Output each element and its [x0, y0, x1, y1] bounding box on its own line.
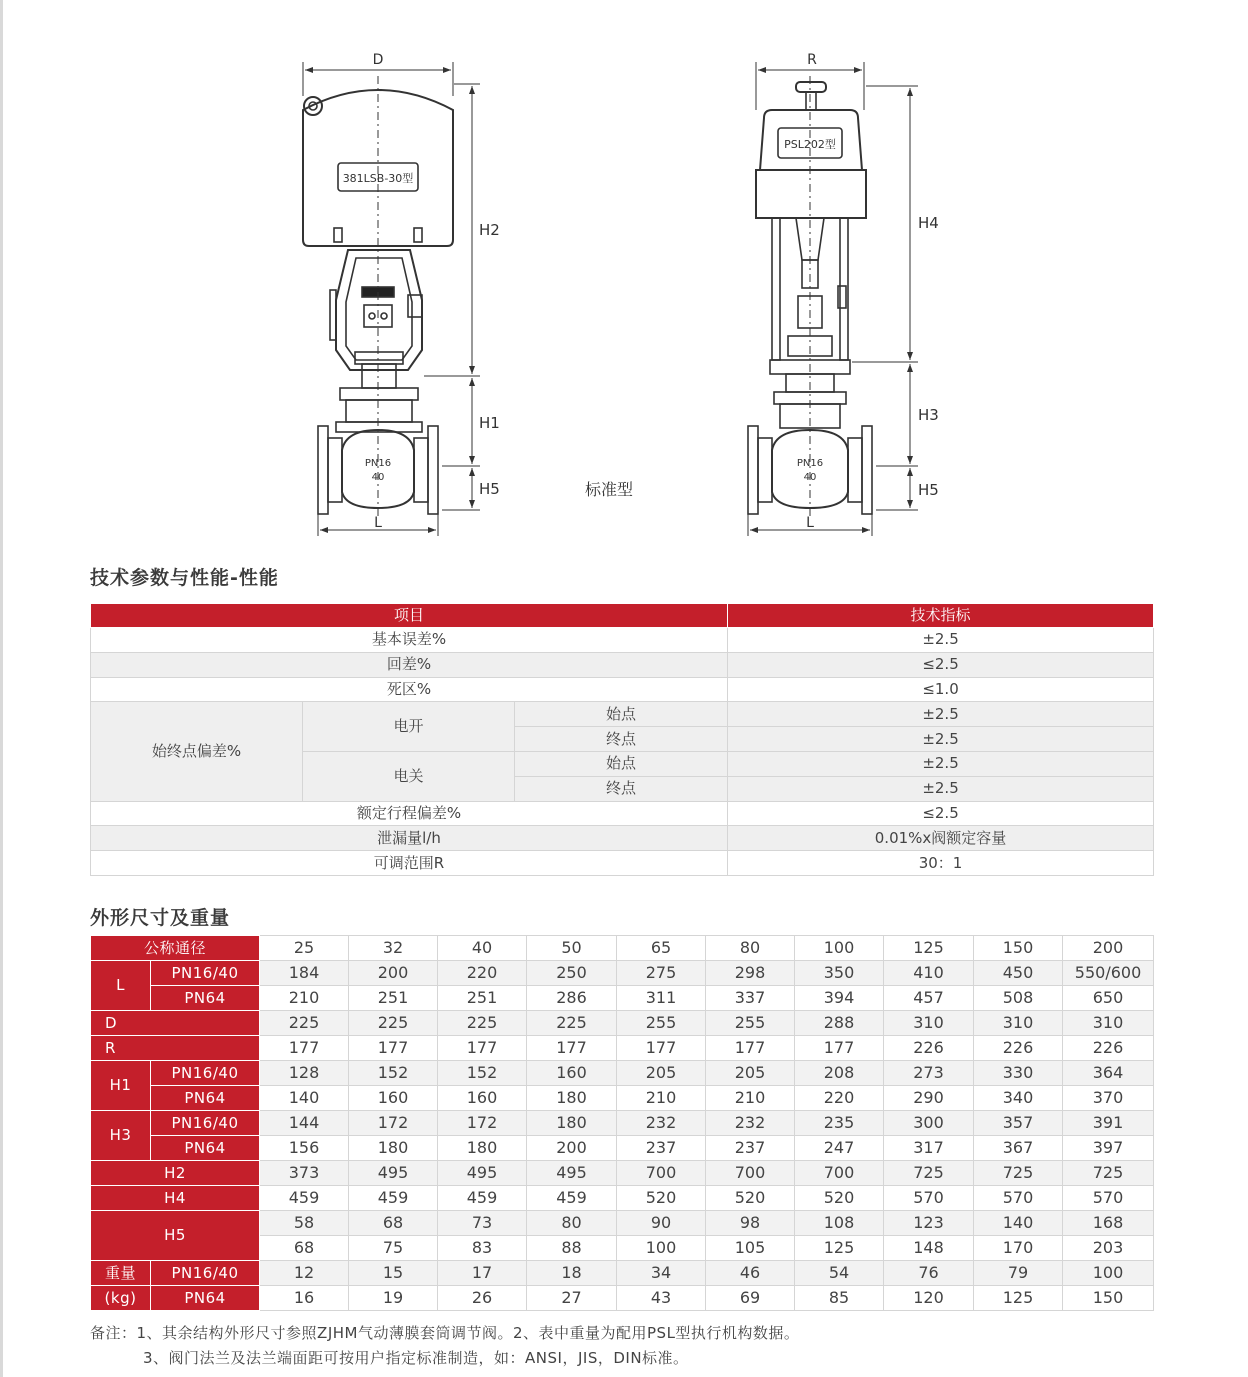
table-cell: 46 [706, 1261, 795, 1286]
table-cell: 184 [260, 961, 349, 986]
table-cell: 235 [795, 1111, 884, 1136]
table-cell: 25 [260, 936, 349, 961]
right-actuator-label: PSL202型 [784, 138, 836, 151]
left-dim-h2: H2 [479, 221, 500, 239]
table-cell: 373 [260, 1161, 349, 1186]
table-cell: 700 [617, 1161, 706, 1186]
table-cell: 250 [527, 961, 617, 986]
table-row [91, 851, 1154, 876]
table-cell: 180 [527, 1111, 617, 1136]
table-cell: 16 [260, 1286, 349, 1311]
table-cell: 85 [795, 1286, 884, 1311]
left-dim-h1: H1 [479, 414, 500, 432]
row-group-label: R [91, 1036, 260, 1061]
table-cell: 220 [438, 961, 527, 986]
table-cell: 203 [1063, 1236, 1154, 1261]
right-dim-h4: H4 [918, 214, 939, 232]
table-row [91, 677, 1154, 702]
left-body-text-2: 40 [371, 472, 385, 483]
row-value: ±2.5 [728, 727, 1154, 752]
left-valve-drawing [303, 62, 480, 536]
table-cell: 177 [260, 1036, 349, 1061]
row-group-label: (kg) [91, 1286, 151, 1311]
table-cell: 226 [884, 1036, 974, 1061]
table-cell: 73 [438, 1211, 527, 1236]
right-dim-h5: H5 [918, 481, 939, 499]
table-cell: 180 [438, 1136, 527, 1161]
row-sub-label: PN64 [151, 1286, 260, 1311]
table-cell: 120 [884, 1286, 974, 1311]
row-value: ≤2.5 [728, 652, 1154, 677]
table-cell: 520 [706, 1186, 795, 1211]
dims-section-title: 外形尺寸及重量 [90, 907, 231, 929]
table-cell: 128 [260, 1061, 349, 1086]
table-cell: 100 [617, 1236, 706, 1261]
table-cell: 200 [527, 1136, 617, 1161]
table-cell: 225 [260, 1011, 349, 1036]
note-line-1: 备注：1、其余结构外形尺寸参照ZJHM气动薄膜套筒调节阀。2、表中重量为配用PSL型执行机构数据。 [90, 1324, 800, 1342]
table-cell: 152 [349, 1061, 438, 1086]
table-cell: 180 [349, 1136, 438, 1161]
table-cell: 275 [617, 961, 706, 986]
table-cell: 26 [438, 1286, 527, 1311]
row-group-label: H5 [91, 1211, 260, 1261]
row-label: 死区% [91, 677, 728, 702]
table-cell: 290 [884, 1086, 974, 1111]
row-value: ±2.5 [728, 751, 1154, 776]
table-cell: 520 [617, 1186, 706, 1211]
table-cell: 177 [527, 1036, 617, 1061]
table-cell: 105 [706, 1236, 795, 1261]
table-cell: 79 [974, 1261, 1063, 1286]
table-cell: 255 [706, 1011, 795, 1036]
valve-drawings [0, 0, 1248, 545]
table-cell: 232 [706, 1111, 795, 1136]
table-cell: 273 [884, 1061, 974, 1086]
table-row [91, 826, 1154, 851]
table-cell: 32 [349, 936, 438, 961]
table-cell: 255 [617, 1011, 706, 1036]
table-cell: 80 [706, 936, 795, 961]
table-cell: 172 [438, 1111, 527, 1136]
row-sub-label: PN64 [151, 1086, 260, 1111]
power-open-label: 电开 [303, 702, 515, 752]
table-cell: 350 [795, 961, 884, 986]
row-sub-label: PN16/40 [151, 1061, 260, 1086]
table-cell: 27 [527, 1286, 617, 1311]
row-sub-label: PN16/40 [151, 961, 260, 986]
dimensions-table [90, 935, 1154, 1311]
table-cell: 160 [527, 1061, 617, 1086]
table-cell: 298 [706, 961, 795, 986]
table-row [91, 1286, 1154, 1311]
table-row [91, 1211, 1154, 1236]
table-cell: 310 [884, 1011, 974, 1036]
table-cell: 205 [706, 1061, 795, 1086]
table-cell: 725 [1063, 1161, 1154, 1186]
table-cell: 247 [795, 1136, 884, 1161]
table-cell: 88 [527, 1236, 617, 1261]
table-cell: 15 [349, 1261, 438, 1286]
table-cell: 251 [349, 986, 438, 1011]
table-cell: 410 [884, 961, 974, 986]
row-group-label: 公称通径 [91, 936, 260, 961]
table-row [91, 1161, 1154, 1186]
table-cell: 150 [1063, 1286, 1154, 1311]
table-cell: 311 [617, 986, 706, 1011]
row-group-label: H1 [91, 1061, 151, 1111]
table-cell: 251 [438, 986, 527, 1011]
table-cell: 288 [795, 1011, 884, 1036]
table-cell: 225 [349, 1011, 438, 1036]
row-group-label: H3 [91, 1111, 151, 1161]
row-value: 0.01%x阀额定容量 [728, 826, 1154, 851]
table-cell: 205 [617, 1061, 706, 1086]
table-cell: 152 [438, 1061, 527, 1086]
table-cell: 570 [884, 1186, 974, 1211]
table-cell: 286 [527, 986, 617, 1011]
note-line-2: 3、阀门法兰及法兰端面距可按用户指定标准制造，如：ANSI，JIS，DIN标准。 [143, 1349, 689, 1367]
table-cell: 140 [974, 1211, 1063, 1236]
table-cell: 177 [795, 1036, 884, 1061]
table-cell: 459 [527, 1186, 617, 1211]
row-label: 泄漏量l/h [91, 826, 728, 851]
table-cell: 397 [1063, 1136, 1154, 1161]
table-row [91, 1261, 1154, 1286]
table-cell: 700 [795, 1161, 884, 1186]
table-cell: 210 [260, 986, 349, 1011]
table-cell: 68 [349, 1211, 438, 1236]
table-cell: 394 [795, 986, 884, 1011]
table-cell: 58 [260, 1211, 349, 1236]
table-cell: 459 [349, 1186, 438, 1211]
row-label: 回差% [91, 652, 728, 677]
table-cell: 330 [974, 1061, 1063, 1086]
table-cell: 225 [438, 1011, 527, 1036]
row-value: ≤2.5 [728, 801, 1154, 826]
table-cell: 160 [438, 1086, 527, 1111]
row-sub-label: PN16/40 [151, 1111, 260, 1136]
table-cell: 68 [260, 1236, 349, 1261]
table-cell: 144 [260, 1111, 349, 1136]
table-cell: 225 [527, 1011, 617, 1036]
table-cell: 300 [884, 1111, 974, 1136]
row-value: ±2.5 [728, 628, 1154, 653]
table-row [91, 652, 1154, 677]
table-cell: 226 [1063, 1036, 1154, 1061]
row-label: 可调范围R [91, 851, 728, 876]
table-cell: 100 [795, 936, 884, 961]
right-body-text-1: PN16 [796, 458, 824, 469]
end-point-label: 终点 [515, 727, 728, 752]
table-cell: 54 [795, 1261, 884, 1286]
right-body-text-2: 40 [803, 472, 817, 483]
right-dim-r: R [807, 52, 817, 68]
table-cell: 317 [884, 1136, 974, 1161]
table-cell: 123 [884, 1211, 974, 1236]
table-cell: 69 [706, 1286, 795, 1311]
table-header-row [91, 604, 1154, 628]
table-cell: 508 [974, 986, 1063, 1011]
end-point-label: 终点 [515, 776, 728, 801]
table-row [91, 1061, 1154, 1086]
right-valve-drawing [748, 62, 918, 536]
table-cell: 160 [349, 1086, 438, 1111]
header-spec: 技术指标 [728, 604, 1154, 628]
table-row [91, 1186, 1154, 1211]
table-cell: 125 [974, 1286, 1063, 1311]
table-cell: 34 [617, 1261, 706, 1286]
table-cell: 43 [617, 1286, 706, 1311]
standard-type-label: 标准型 [585, 480, 634, 499]
table-row [91, 1086, 1154, 1111]
row-group-label: 重量 [91, 1261, 151, 1286]
table-row [91, 1136, 1154, 1161]
start-point-label: 始点 [515, 751, 728, 776]
table-cell: 19 [349, 1286, 438, 1311]
table-row [91, 936, 1154, 961]
table-cell: 200 [349, 961, 438, 986]
row-group-label: H2 [91, 1161, 260, 1186]
row-value: ±2.5 [728, 702, 1154, 727]
table-cell: 65 [617, 936, 706, 961]
table-cell: 310 [1063, 1011, 1154, 1036]
table-cell: 98 [706, 1211, 795, 1236]
right-dim-l: L [806, 515, 814, 531]
table-row [91, 628, 1154, 653]
row-group-label: D [91, 1011, 260, 1036]
table-cell: 370 [1063, 1086, 1154, 1111]
table-row [91, 1011, 1154, 1036]
header-item: 项目 [91, 604, 728, 628]
table-cell: 210 [617, 1086, 706, 1111]
row-sub-label: PN64 [151, 1136, 260, 1161]
row-value: 30：1 [728, 851, 1154, 876]
left-dim-d: D [372, 52, 384, 68]
power-close-label: 电关 [303, 751, 515, 801]
table-cell: 340 [974, 1086, 1063, 1111]
table-cell: 700 [706, 1161, 795, 1186]
table-cell: 156 [260, 1136, 349, 1161]
table-row [91, 1111, 1154, 1136]
table-cell: 220 [795, 1086, 884, 1111]
left-body-text-1: PN16 [364, 458, 392, 469]
left-dim-l: L [374, 515, 382, 531]
table-cell: 177 [617, 1036, 706, 1061]
table-cell: 177 [349, 1036, 438, 1061]
table-cell: 570 [1063, 1186, 1154, 1211]
table-cell: 150 [974, 936, 1063, 961]
left-actuator-label: 381LSB-30型 [342, 172, 414, 185]
table-cell: 170 [974, 1236, 1063, 1261]
table-cell: 495 [438, 1161, 527, 1186]
table-cell: 725 [884, 1161, 974, 1186]
table-cell: 391 [1063, 1111, 1154, 1136]
table-cell: 76 [884, 1261, 974, 1286]
endpoint-dev-label: 始终点偏差% [91, 702, 303, 801]
table-cell: 650 [1063, 986, 1154, 1011]
row-value: ≤1.0 [728, 677, 1154, 702]
table-row [91, 961, 1154, 986]
table-cell: 50 [527, 936, 617, 961]
table-cell: 180 [527, 1086, 617, 1111]
table-cell: 337 [706, 986, 795, 1011]
table-cell: 232 [617, 1111, 706, 1136]
row-group-label: H4 [91, 1186, 260, 1211]
row-sub-label: PN16/40 [151, 1261, 260, 1286]
row-value: ±2.5 [728, 776, 1154, 801]
table-cell: 168 [1063, 1211, 1154, 1236]
row-group-label: L [91, 961, 151, 1011]
table-row [91, 702, 1154, 727]
table-cell: 357 [974, 1111, 1063, 1136]
table-cell: 495 [527, 1161, 617, 1186]
table-cell: 140 [260, 1086, 349, 1111]
row-label: 额定行程偏差% [91, 801, 728, 826]
table-cell: 459 [438, 1186, 527, 1211]
table-cell: 125 [795, 1236, 884, 1261]
table-cell: 17 [438, 1261, 527, 1286]
table-cell: 520 [795, 1186, 884, 1211]
table-row [91, 986, 1154, 1011]
table-cell: 75 [349, 1236, 438, 1261]
table-cell: 364 [1063, 1061, 1154, 1086]
table-cell: 83 [438, 1236, 527, 1261]
table-cell: 125 [884, 936, 974, 961]
tech-section-title: 技术参数与性能-性能 [90, 567, 279, 589]
table-cell: 148 [884, 1236, 974, 1261]
table-cell: 450 [974, 961, 1063, 986]
table-cell: 226 [974, 1036, 1063, 1061]
table-cell: 40 [438, 936, 527, 961]
table-cell: 208 [795, 1061, 884, 1086]
table-cell: 12 [260, 1261, 349, 1286]
table-cell: 367 [974, 1136, 1063, 1161]
table-cell: 210 [706, 1086, 795, 1111]
table-cell: 200 [1063, 936, 1154, 961]
table-cell: 90 [617, 1211, 706, 1236]
table-cell: 100 [1063, 1261, 1154, 1286]
table-cell: 108 [795, 1211, 884, 1236]
table-cell: 237 [617, 1136, 706, 1161]
table-cell: 495 [349, 1161, 438, 1186]
table-cell: 459 [260, 1186, 349, 1211]
right-dim-h3: H3 [918, 406, 939, 424]
row-label: 基本误差% [91, 628, 728, 653]
table-cell: 80 [527, 1211, 617, 1236]
start-point-label: 始点 [515, 702, 728, 727]
table-cell: 457 [884, 986, 974, 1011]
tech-spec-table [90, 603, 1154, 876]
table-cell: 570 [974, 1186, 1063, 1211]
table-cell: 310 [974, 1011, 1063, 1036]
table-cell: 172 [349, 1111, 438, 1136]
table-row [91, 1036, 1154, 1061]
table-cell: 177 [438, 1036, 527, 1061]
table-cell: 725 [974, 1161, 1063, 1186]
table-cell: 237 [706, 1136, 795, 1161]
table-row [91, 801, 1154, 826]
table-cell: 177 [706, 1036, 795, 1061]
row-sub-label: PN64 [151, 986, 260, 1011]
table-cell: 550/600 [1063, 961, 1154, 986]
table-cell: 18 [527, 1261, 617, 1286]
left-dim-h5: H5 [479, 480, 500, 498]
